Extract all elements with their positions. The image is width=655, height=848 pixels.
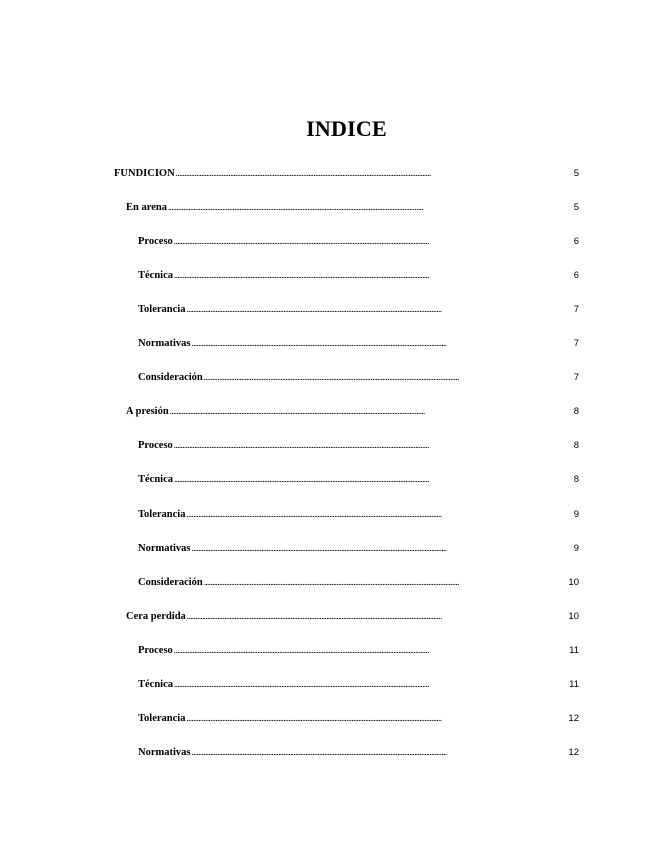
dot-leader — [186, 711, 565, 725]
toc-entry[interactable] — [138, 472, 579, 488]
toc-entry[interactable] — [138, 677, 579, 693]
toc-entry-page: 12 — [568, 747, 579, 758]
dot-leader — [174, 677, 566, 691]
dot-leader — [170, 404, 571, 418]
toc-entry-page: 5 — [573, 202, 579, 213]
toc-entry-page: 11 — [569, 645, 579, 656]
toc-entry[interactable] — [138, 575, 579, 591]
toc-entry-label: Normativas — [138, 543, 191, 554]
dot-leader — [174, 268, 571, 282]
dot-leader — [187, 609, 566, 623]
dot-leader — [174, 234, 571, 248]
toc-entry-page: 10 — [568, 611, 579, 622]
toc-entry-label: Tolerancia — [138, 509, 186, 520]
toc-entry-label: Tolerancia — [138, 304, 186, 315]
toc-entry-page: 8 — [573, 474, 579, 485]
toc-entry-page: 12 — [568, 713, 579, 724]
toc-entry-label: Tolerancia — [138, 713, 186, 724]
toc-entry-page: 10 — [568, 577, 579, 588]
toc-entry-label: Consideración — [138, 577, 203, 588]
toc-entry-label: Cera perdida — [126, 611, 186, 622]
toc-entry[interactable] — [138, 302, 579, 318]
dot-leader — [192, 336, 571, 350]
toc-entry[interactable] — [138, 745, 579, 761]
dot-leader — [186, 302, 570, 316]
toc-entry-page: 5 — [573, 168, 579, 179]
toc-entry-label: Técnica — [138, 270, 173, 281]
toc-entry-page: 8 — [573, 440, 579, 451]
toc-entry-label: Proceso — [138, 645, 173, 656]
toc-entry[interactable] — [114, 166, 579, 182]
toc-entry-label: Técnica — [138, 679, 173, 690]
toc-entry-label: Normativas — [138, 338, 191, 349]
toc-entry-page: 11 — [569, 679, 579, 690]
toc-entry[interactable] — [126, 200, 579, 216]
toc-entry[interactable] — [138, 370, 579, 386]
toc-entry-label: A presión — [126, 406, 169, 417]
dot-leader — [176, 166, 571, 180]
toc-entry-page: 7 — [573, 338, 579, 349]
toc-entry[interactable] — [126, 609, 579, 625]
page-title: INDICE — [306, 116, 387, 141]
dot-leader — [186, 507, 570, 521]
toc-entry[interactable] — [138, 711, 579, 727]
toc-entry-page: 7 — [573, 304, 579, 315]
toc-entry-label: Consideración — [138, 372, 203, 383]
toc-entry-page: 9 — [573, 509, 579, 520]
toc-entry[interactable] — [138, 234, 579, 250]
toc-entry-page: 9 — [573, 543, 579, 554]
toc-entry-page: 6 — [573, 270, 579, 281]
toc-entry[interactable] — [138, 507, 579, 523]
toc-entry-page: 8 — [573, 406, 579, 417]
toc-entry[interactable] — [138, 541, 579, 557]
toc-entry-label: Proceso — [138, 440, 173, 451]
toc-entry-label: En arena — [126, 202, 167, 213]
toc-entry-label: Proceso — [138, 236, 173, 247]
toc-entry[interactable] — [138, 438, 579, 454]
dot-leader — [174, 438, 571, 452]
toc-entry-label: Normativas — [138, 747, 191, 758]
dot-leader — [192, 541, 571, 555]
dot-leader — [174, 472, 571, 486]
dot-leader — [204, 575, 566, 589]
toc-entry-page: 6 — [573, 236, 579, 247]
dot-leader — [168, 200, 571, 214]
toc-entry[interactable] — [126, 404, 579, 420]
dot-leader — [204, 370, 571, 384]
toc-entry[interactable] — [138, 268, 579, 284]
toc-entry-label: FUNDICION — [114, 168, 175, 179]
toc-entry-label: Técnica — [138, 474, 173, 485]
toc-entry-page: 7 — [573, 372, 579, 383]
dot-leader — [192, 745, 566, 759]
dot-leader — [174, 643, 566, 657]
toc-entry[interactable] — [138, 336, 579, 352]
toc-entry[interactable] — [138, 643, 579, 659]
